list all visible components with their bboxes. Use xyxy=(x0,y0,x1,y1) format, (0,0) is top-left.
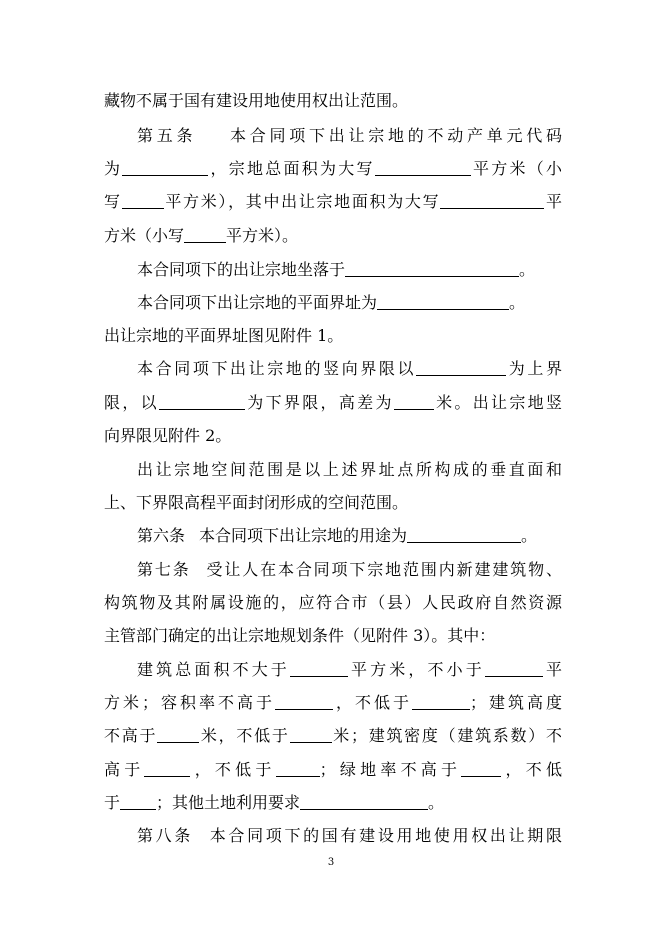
fill-in-blank[interactable] xyxy=(394,393,434,410)
text-line-10: 限，以 为下界限，高差为 米。出让宗地竖 xyxy=(104,393,562,412)
text-line-22: 于 ；其他土地利用要求 。 xyxy=(104,793,445,812)
fill-in-blank[interactable] xyxy=(300,793,428,810)
text-line-21: 高于 ，不低于 ；绿地率不高于 ，不低 xyxy=(104,760,562,779)
fill-in-blank[interactable] xyxy=(440,192,544,209)
page-number: 3 xyxy=(327,857,335,868)
text-line-20: 不高于 米，不低于 米；建筑密度（建筑系数）不 xyxy=(104,726,562,745)
text-line-3: 为 ，宗地总面积为大写 平方米（小 xyxy=(104,159,562,178)
fill-in-blank[interactable] xyxy=(157,726,199,743)
fill-in-blank[interactable] xyxy=(416,359,506,376)
clause-8: 第八条 本合同项下的国有建设用地使用权出让期限 xyxy=(137,826,562,845)
text-line-19: 方米；容积率不高于 ，不低于 ；建筑高度 xyxy=(104,693,562,712)
text-line-6: 本合同项下的出让宗地坐落于 。 xyxy=(137,260,536,279)
fill-in-blank[interactable] xyxy=(122,159,208,176)
text-line-12: 出让宗地空间范围是以上述界址点所构成的垂直面和 xyxy=(137,460,562,479)
text-line-9: 本合同项下出让宗地的竖向界限以 为上界 xyxy=(137,359,562,378)
fill-in-blank[interactable] xyxy=(122,192,164,209)
fill-in-blank[interactable] xyxy=(345,260,519,277)
text-line-13: 上、下界限高程平面封闭形成的空间范围。 xyxy=(104,493,409,512)
fill-in-blank[interactable] xyxy=(377,293,509,310)
text-line-11: 向界限见附件 2。 xyxy=(104,426,232,445)
fill-in-blank[interactable] xyxy=(407,526,521,543)
clause-number: 第七条 xyxy=(137,560,191,579)
text-line-1: 藏物不属于国有建设用地使用权出让范围。 xyxy=(104,91,409,110)
clause-number: 第八条 xyxy=(137,826,194,845)
fill-in-blank[interactable] xyxy=(485,660,543,677)
clause-number: 第六条 xyxy=(137,526,186,545)
fill-in-blank[interactable] xyxy=(461,760,501,777)
text-line-16: 构筑物及其附属设施的，应符合市（县）人民政府自然资源 xyxy=(104,593,562,612)
text-line-5: 方米（小写 平方米）。 xyxy=(104,226,299,245)
clause-5-heading: 第五条 本合同项下出让宗地的不动产单元代码 xyxy=(137,126,562,145)
text-line-7: 本合同项下出让宗地的平面界址为 。 xyxy=(137,293,526,312)
fill-in-blank[interactable] xyxy=(290,726,332,743)
fill-in-blank[interactable] xyxy=(184,226,226,243)
fill-in-blank[interactable] xyxy=(412,693,470,710)
fill-in-blank[interactable] xyxy=(276,760,320,777)
fill-in-blank[interactable] xyxy=(144,760,190,777)
text-line-18: 建筑总面积不大于 平方米，不小于 平 xyxy=(137,660,562,679)
text-line-8: 出让宗地的平面界址图见附件 1。 xyxy=(104,326,344,345)
fill-in-blank[interactable] xyxy=(290,660,348,677)
clause-6: 第六条 本合同项下出让宗地的用途为 。 xyxy=(137,526,538,545)
clause-7: 第七条 受让人在本合同项下宗地范围内新建建筑物、 xyxy=(137,560,562,579)
text-line-17: 主管部门确定的出让宗地规划条件（见附件 3）。其中： xyxy=(104,626,496,645)
fill-in-blank[interactable] xyxy=(159,393,245,410)
clause-number: 第五条 xyxy=(137,126,197,145)
fill-in-blank[interactable] xyxy=(375,159,471,176)
fill-in-blank[interactable] xyxy=(275,693,333,710)
text-line-4: 写 平方米），其中出让宗地面积为大写 平 xyxy=(104,192,562,211)
fill-in-blank[interactable] xyxy=(120,793,156,810)
